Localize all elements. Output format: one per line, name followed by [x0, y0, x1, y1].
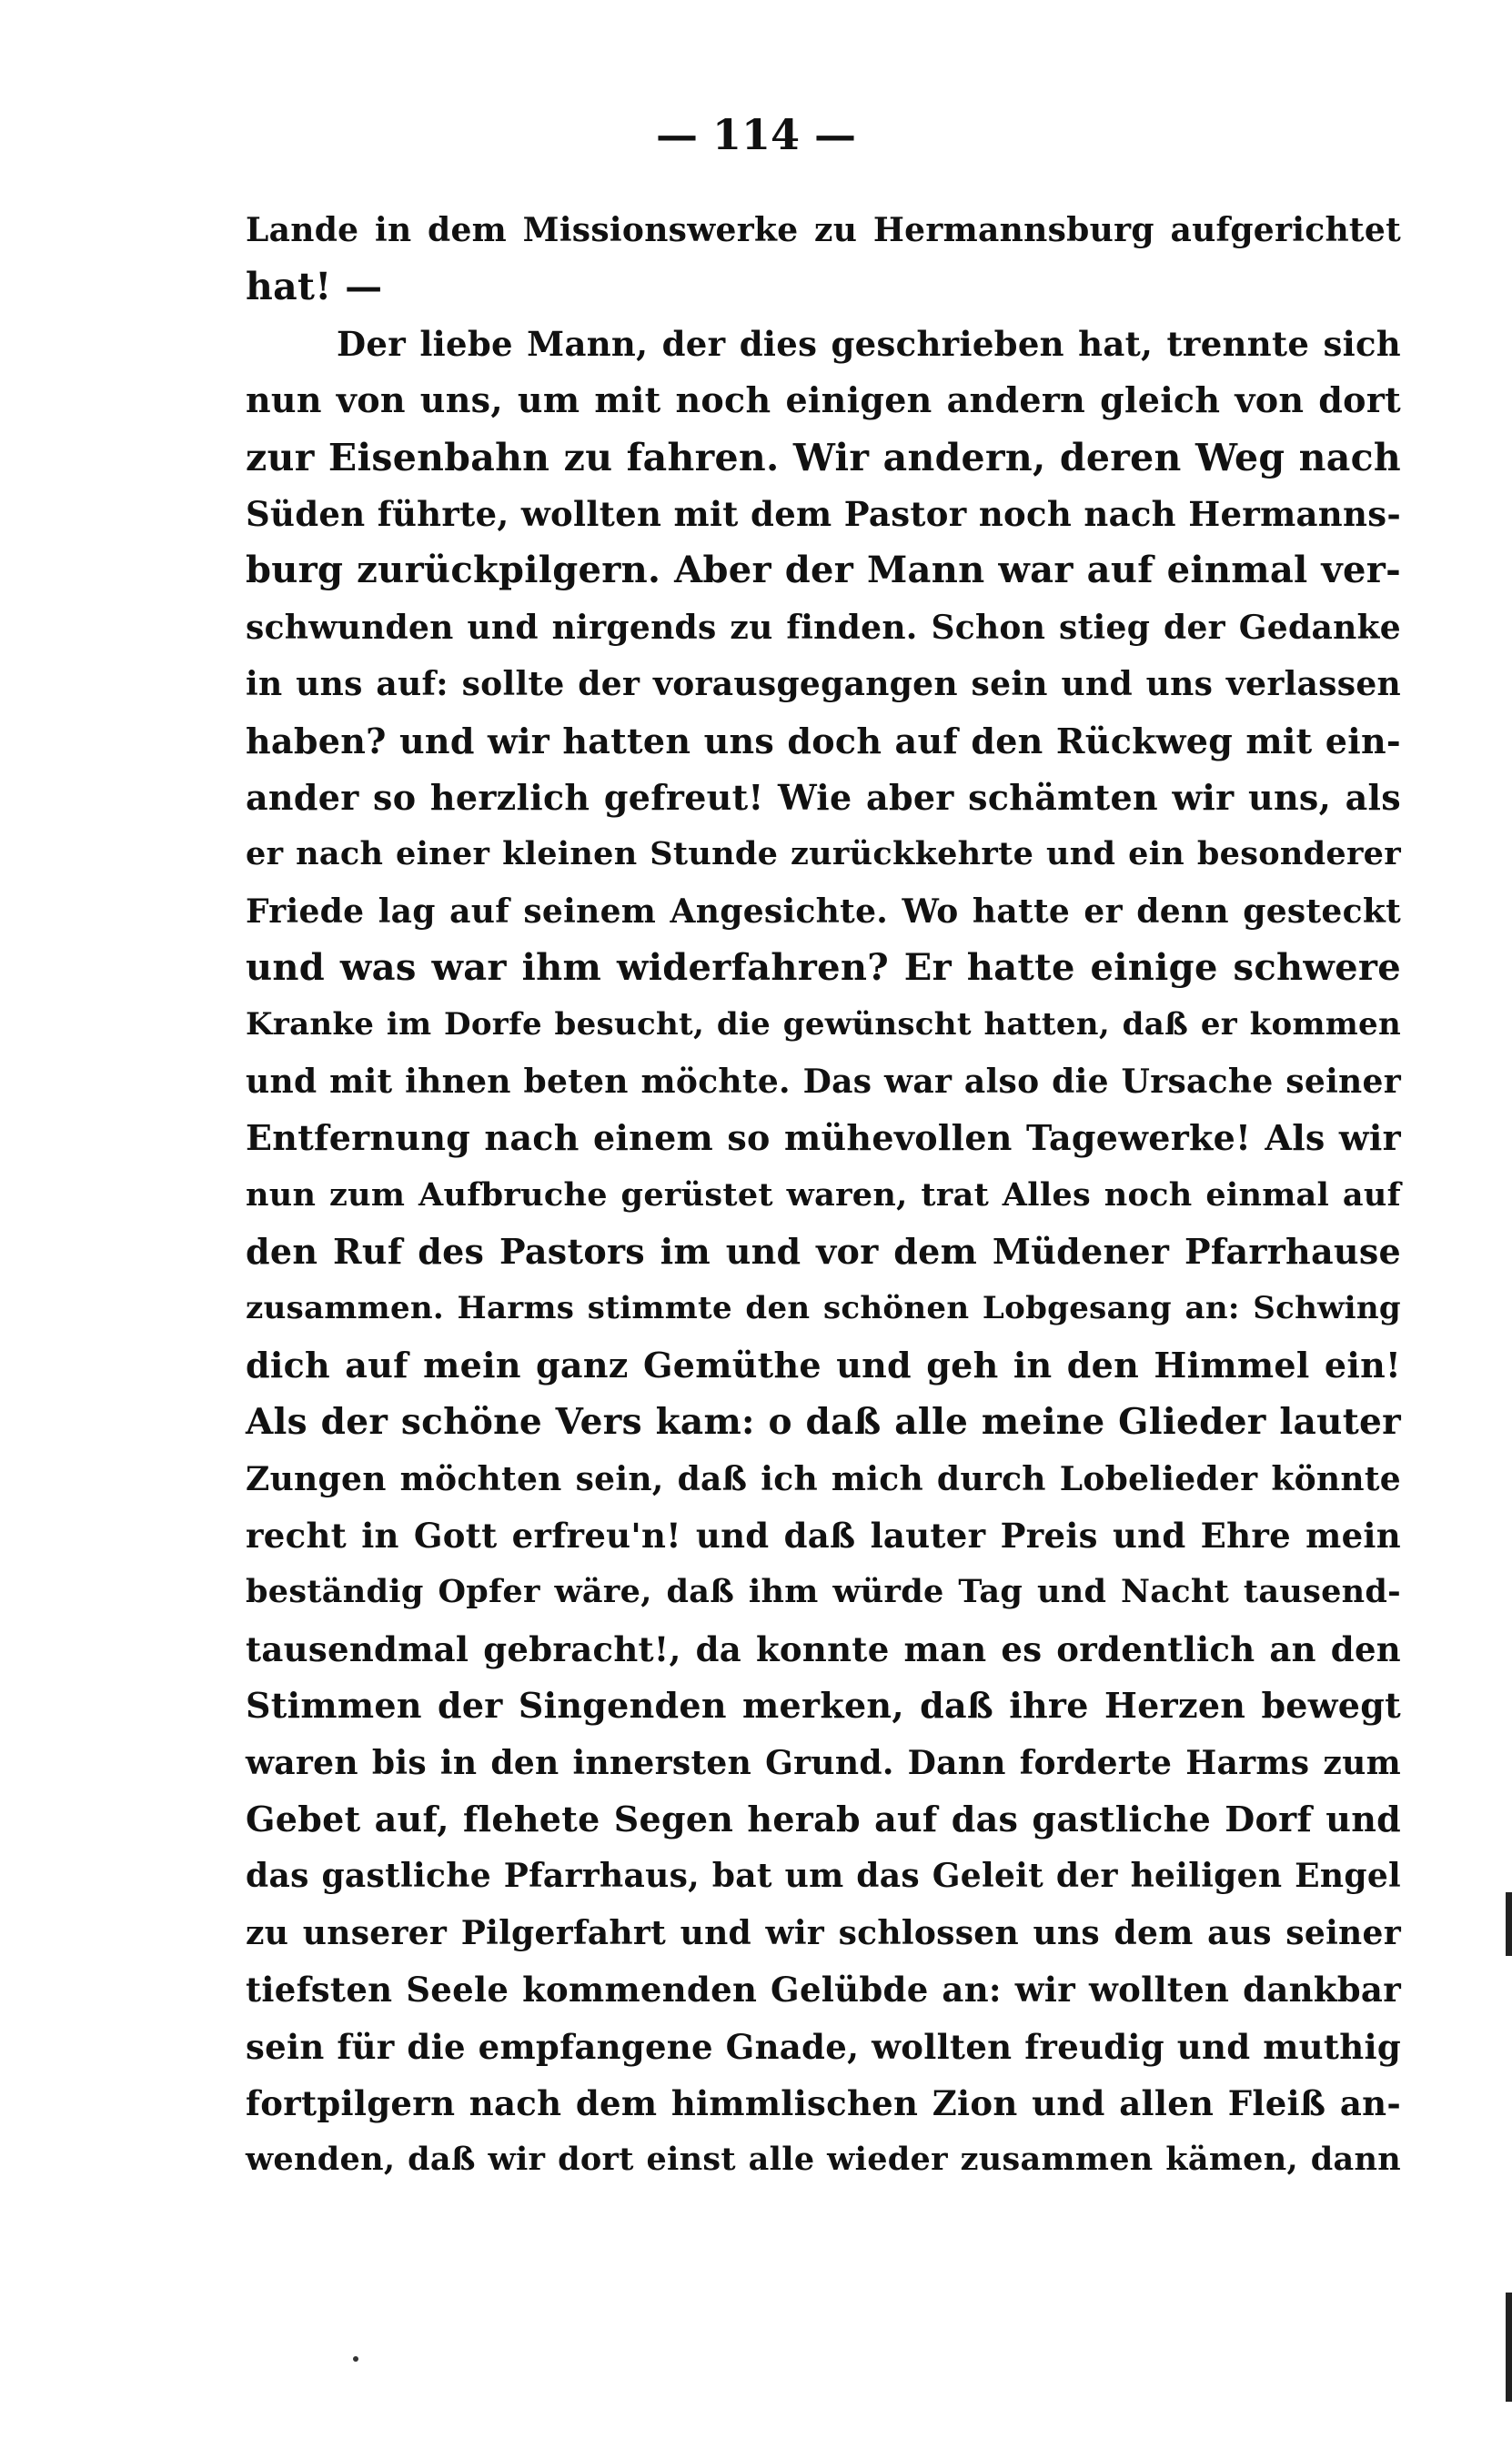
text-line: zu unserer Pilgerfahrt und wir schlossen uns dem aus seiner: [246, 1913, 1401, 1952]
text-line: und mit ihnen beten möchte. Das war also die Ursache seiner: [246, 1062, 1401, 1101]
text-line: ander so herzlich gefreut! Wie aber schämten wir uns, als: [246, 776, 1401, 818]
paragraph-first-line: Der liebe Mann, der dies geschrieben hat, trennte sich: [337, 323, 1401, 364]
text-line: sein für die empfangene Gnade, wollten freudig und muthig: [246, 2026, 1401, 2067]
text-line: Gebet auf, flehete Segen herab auf das gastliche Dorf und: [246, 1798, 1401, 1839]
text-line: nun zum Aufbruche gerüstet waren, trat Alles noch einmal auf: [246, 1175, 1401, 1214]
text-line: recht in Gott erfreu'n! und daß lauter Preis und Ehre mein: [246, 1515, 1401, 1556]
text-line: Kranke im Dorfe besucht, die gewünscht hatten, daß er kommen: [246, 1006, 1401, 1043]
text-line: zur Eisenbahn zu fahren. Wir andern, deren Weg nach: [246, 435, 1401, 479]
text-line: waren bis in den innersten Grund. Dann forderte Harms zum: [246, 1743, 1401, 1782]
text-line: haben? und wir hatten uns doch auf den Rückweg mit ein-: [246, 720, 1401, 761]
text-line: und was war ihm widerfahren? Er hatte einige schwere: [246, 946, 1401, 990]
text-line: Lande in dem Missionswerke zu Hermannsburg aufgerichtet: [246, 211, 1401, 249]
text-line: Stimmen der Singenden merken, daß ihre Herzen bewegt: [246, 1685, 1401, 1727]
scan-edge-mark: [1506, 1892, 1512, 1956]
text-line: das gastliche Pfarrhaus, bat um das Geleit der heiligen Engel: [246, 1857, 1401, 1896]
text-line: Süden führte, wollten mit dem Pastor noch nach Hermanns-: [246, 493, 1401, 534]
text-line: Als der schöne Vers kam: o daß alle meine Glieder lauter: [246, 1401, 1401, 1444]
text-line: in uns auf: sollte der vorausgegangen sein und uns verlassen: [246, 665, 1401, 704]
text-line: beständig Opfer wäre, daß ihm würde Tag und Nacht tausend-: [246, 1573, 1401, 1611]
text-line: Entfernung nach einem so mühevollen Tagewerke! Als wir: [246, 1117, 1401, 1159]
text-line: Friede lag auf seinem Angesichte. Wo hatte er denn gesteckt: [246, 892, 1401, 931]
page-body-text: [246, 202, 1401, 2189]
text-line: burg zurückpilgern. Aber der Mann war auf einmal ver-: [246, 549, 1401, 592]
text-line: dich auf mein ganz Gemüthe und geh in den Himmel ein!: [246, 1344, 1401, 1386]
text-line: schwunden und nirgends zu finden. Schon stieg der Gedanke: [246, 608, 1401, 647]
text-line: fortpilgern nach dem himmlischen Zion und allen Fleiß an-: [246, 2082, 1401, 2123]
text-line: tiefsten Seele kommenden Gelübde an: wir wollten dankbar: [246, 1970, 1401, 2011]
text-line: nun von uns, um mit noch einigen andern gleich von dort: [246, 379, 1401, 421]
text-line: Zungen möchten sein, daß ich mich durch Lobelieder könnte: [246, 1459, 1401, 1498]
text-line: hat! —: [246, 265, 383, 309]
text-line: zusammen. Harms stimmte den schönen Lobgesang an: Schwing: [246, 1290, 1401, 1327]
text-line: den Ruf des Pastors im und vor dem Müdener Pfarrhause: [246, 1231, 1401, 1273]
scan-edge-mark: [1506, 2293, 1512, 2402]
page-number: — 114 —: [655, 110, 857, 159]
text-line: er nach einer kleinen Stunde zurückkehrte und ein besonderer: [246, 835, 1401, 873]
text-line: tausendmal gebracht!, da konnte man es ordentlich an den: [246, 1628, 1401, 1669]
scan-speck: [353, 2356, 358, 2362]
text-line: wenden, daß wir dort einst alle wieder zusammen kämen, dann: [246, 2141, 1401, 2179]
